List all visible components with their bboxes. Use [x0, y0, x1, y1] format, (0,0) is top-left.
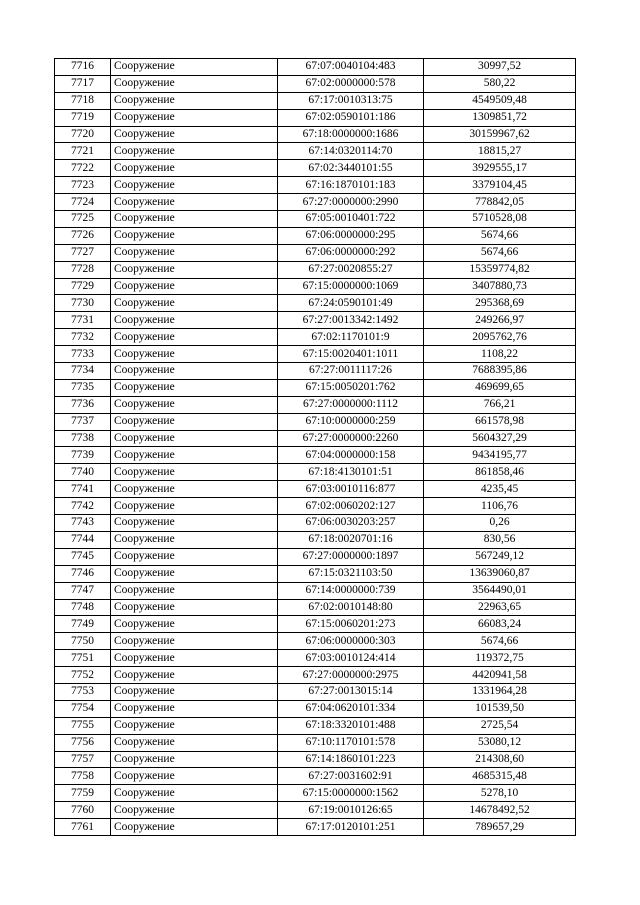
table-row — [55, 819, 576, 836]
cadastral-value-cell: 4685315,48 — [424, 768, 576, 785]
cadastral-value-cell: 789657,29 — [424, 819, 576, 836]
table-row — [55, 211, 576, 228]
row-number-cell: 7751 — [55, 650, 111, 667]
cadastral-number-cell: 67:27:0011117:26 — [278, 363, 424, 380]
cadastral-number-cell: 67:05:0010401:722 — [278, 211, 424, 228]
cadastral-number-cell: 67:15:0321103:50 — [278, 565, 424, 582]
object-type-cell: Сооружение — [111, 194, 278, 211]
table-row — [55, 160, 576, 177]
row-number-cell: 7739 — [55, 447, 111, 464]
cadastral-value-cell: 30997,52 — [424, 59, 576, 76]
row-number-cell: 7722 — [55, 160, 111, 177]
table-row — [55, 109, 576, 126]
cadastral-number-cell: 67:17:0120101:251 — [278, 819, 424, 836]
table-row — [55, 785, 576, 802]
cadastral-value-cell: 766,21 — [424, 396, 576, 413]
cadastral-value-cell: 778842,05 — [424, 194, 576, 211]
cadastral-number-cell: 67:15:0000000:1069 — [278, 278, 424, 295]
row-number-cell: 7745 — [55, 548, 111, 565]
row-number-cell: 7733 — [55, 346, 111, 363]
object-type-cell: Сооружение — [111, 819, 278, 836]
object-type-cell: Сооружение — [111, 481, 278, 498]
object-type-cell: Сооружение — [111, 650, 278, 667]
cadastral-number-cell: 67:10:1170101:578 — [278, 734, 424, 751]
row-number-cell: 7759 — [55, 785, 111, 802]
table-row — [55, 768, 576, 785]
cadastral-number-cell: 67:06:0030203:257 — [278, 515, 424, 532]
object-type-cell: Сооружение — [111, 363, 278, 380]
row-number-cell: 7731 — [55, 312, 111, 329]
cadastral-number-cell: 67:27:0000000:1112 — [278, 396, 424, 413]
table-row — [55, 278, 576, 295]
cadastral-value-cell: 101539,50 — [424, 700, 576, 717]
object-type-cell: Сооружение — [111, 751, 278, 768]
row-number-cell: 7717 — [55, 75, 111, 92]
table-row — [55, 126, 576, 143]
object-type-cell: Сооружение — [111, 413, 278, 430]
cadastral-number-cell: 67:15:0050201:762 — [278, 379, 424, 396]
cadastral-number-cell: 67:27:0020855:27 — [278, 261, 424, 278]
table-row — [55, 143, 576, 160]
row-number-cell: 7729 — [55, 278, 111, 295]
row-number-cell: 7724 — [55, 194, 111, 211]
cadastral-value-cell: 15359774,82 — [424, 261, 576, 278]
cadastral-number-cell: 67:14:1860101:223 — [278, 751, 424, 768]
cadastral-value-cell: 661578,98 — [424, 413, 576, 430]
row-number-cell: 7734 — [55, 363, 111, 380]
cadastral-value-cell: 295368,69 — [424, 295, 576, 312]
table-row — [55, 244, 576, 261]
table-row — [55, 295, 576, 312]
cadastral-value-cell: 66083,24 — [424, 616, 576, 633]
cadastral-value-cell: 580,22 — [424, 75, 576, 92]
registry-table — [54, 58, 576, 836]
cadastral-value-cell: 1309851,72 — [424, 109, 576, 126]
cadastral-value-cell: 4420941,58 — [424, 667, 576, 684]
object-type-cell: Сооружение — [111, 295, 278, 312]
cadastral-number-cell: 67:14:0320114:70 — [278, 143, 424, 160]
row-number-cell: 7744 — [55, 531, 111, 548]
row-number-cell: 7754 — [55, 700, 111, 717]
row-number-cell: 7755 — [55, 717, 111, 734]
table-row — [55, 515, 576, 532]
table-row — [55, 363, 576, 380]
object-type-cell: Сооружение — [111, 683, 278, 700]
row-number-cell: 7741 — [55, 481, 111, 498]
row-number-cell: 7736 — [55, 396, 111, 413]
row-number-cell: 7748 — [55, 599, 111, 616]
cadastral-number-cell: 67:15:0000000:1562 — [278, 785, 424, 802]
cadastral-number-cell: 67:27:0000000:2975 — [278, 667, 424, 684]
row-number-cell: 7760 — [55, 802, 111, 819]
table-row — [55, 683, 576, 700]
object-type-cell: Сооружение — [111, 109, 278, 126]
table-row — [55, 177, 576, 194]
object-type-cell: Сооружение — [111, 278, 278, 295]
row-number-cell: 7718 — [55, 92, 111, 109]
cadastral-number-cell: 67:18:3320101:488 — [278, 717, 424, 734]
cadastral-number-cell: 67:27:0000000:2260 — [278, 430, 424, 447]
table-row — [55, 481, 576, 498]
cadastral-value-cell: 5710528,08 — [424, 211, 576, 228]
cadastral-number-cell: 67:02:0590101:186 — [278, 109, 424, 126]
table-row — [55, 379, 576, 396]
cadastral-number-cell: 67:02:0010148:80 — [278, 599, 424, 616]
cadastral-value-cell: 30159967,62 — [424, 126, 576, 143]
row-number-cell: 7723 — [55, 177, 111, 194]
table-row — [55, 329, 576, 346]
object-type-cell: Сооружение — [111, 785, 278, 802]
table-row — [55, 599, 576, 616]
object-type-cell: Сооружение — [111, 379, 278, 396]
cadastral-number-cell: 67:19:0010126:65 — [278, 802, 424, 819]
row-number-cell: 7746 — [55, 565, 111, 582]
table-row — [55, 464, 576, 481]
table-row — [55, 346, 576, 363]
table-row — [55, 447, 576, 464]
object-type-cell: Сооружение — [111, 143, 278, 160]
cadastral-number-cell: 67:06:0000000:292 — [278, 244, 424, 261]
cadastral-number-cell: 67:15:0020401:1011 — [278, 346, 424, 363]
cadastral-number-cell: 67:18:4130101:51 — [278, 464, 424, 481]
object-type-cell: Сооружение — [111, 329, 278, 346]
object-type-cell: Сооружение — [111, 768, 278, 785]
row-number-cell: 7758 — [55, 768, 111, 785]
table-row — [55, 548, 576, 565]
cadastral-number-cell: 67:02:0060202:127 — [278, 498, 424, 515]
row-number-cell: 7732 — [55, 329, 111, 346]
table-row — [55, 802, 576, 819]
row-number-cell: 7725 — [55, 211, 111, 228]
cadastral-value-cell: 3564490,01 — [424, 582, 576, 599]
row-number-cell: 7735 — [55, 379, 111, 396]
table-row — [55, 531, 576, 548]
object-type-cell: Сооружение — [111, 92, 278, 109]
cadastral-number-cell: 67:18:0000000:1686 — [278, 126, 424, 143]
cadastral-value-cell: 5674,66 — [424, 633, 576, 650]
row-number-cell: 7719 — [55, 109, 111, 126]
object-type-cell: Сооружение — [111, 531, 278, 548]
cadastral-value-cell: 4549509,48 — [424, 92, 576, 109]
object-type-cell: Сооружение — [111, 227, 278, 244]
cadastral-value-cell: 2725,54 — [424, 717, 576, 734]
object-type-cell: Сооружение — [111, 802, 278, 819]
row-number-cell: 7750 — [55, 633, 111, 650]
cadastral-number-cell: 67:27:0000000:2990 — [278, 194, 424, 211]
row-number-cell: 7757 — [55, 751, 111, 768]
cadastral-value-cell: 14678492,52 — [424, 802, 576, 819]
cadastral-value-cell: 3929555,17 — [424, 160, 576, 177]
object-type-cell: Сооружение — [111, 734, 278, 751]
row-number-cell: 7747 — [55, 582, 111, 599]
row-number-cell: 7738 — [55, 430, 111, 447]
row-number-cell: 7743 — [55, 515, 111, 532]
cadastral-number-cell: 67:10:0000000:259 — [278, 413, 424, 430]
cadastral-value-cell: 5278,10 — [424, 785, 576, 802]
cadastral-number-cell: 67:27:0000000:1897 — [278, 548, 424, 565]
object-type-cell: Сооружение — [111, 346, 278, 363]
row-number-cell: 7753 — [55, 683, 111, 700]
object-type-cell: Сооружение — [111, 464, 278, 481]
table-row — [55, 312, 576, 329]
row-number-cell: 7752 — [55, 667, 111, 684]
table-row — [55, 667, 576, 684]
cadastral-number-cell: 67:06:0000000:303 — [278, 633, 424, 650]
cadastral-value-cell: 214308,60 — [424, 751, 576, 768]
cadastral-number-cell: 67:02:3440101:55 — [278, 160, 424, 177]
table-row — [55, 582, 576, 599]
cadastral-number-cell: 67:15:0060201:273 — [278, 616, 424, 633]
object-type-cell: Сооружение — [111, 667, 278, 684]
cadastral-number-cell: 67:04:0000000:158 — [278, 447, 424, 464]
object-type-cell: Сооружение — [111, 261, 278, 278]
object-type-cell: Сооружение — [111, 177, 278, 194]
object-type-cell: Сооружение — [111, 565, 278, 582]
cadastral-value-cell: 1108,22 — [424, 346, 576, 363]
cadastral-value-cell: 119372,75 — [424, 650, 576, 667]
table-row — [55, 430, 576, 447]
cadastral-value-cell: 5674,66 — [424, 227, 576, 244]
cadastral-number-cell: 67:16:1870101:183 — [278, 177, 424, 194]
table-row — [55, 633, 576, 650]
row-number-cell: 7756 — [55, 734, 111, 751]
table-row — [55, 413, 576, 430]
cadastral-number-cell: 67:27:0013015:14 — [278, 683, 424, 700]
object-type-cell: Сооружение — [111, 447, 278, 464]
cadastral-number-cell: 67:06:0000000:295 — [278, 227, 424, 244]
object-type-cell: Сооружение — [111, 126, 278, 143]
table-row — [55, 498, 576, 515]
object-type-cell: Сооружение — [111, 75, 278, 92]
table-row — [55, 616, 576, 633]
object-type-cell: Сооружение — [111, 700, 278, 717]
row-number-cell: 7740 — [55, 464, 111, 481]
object-type-cell: Сооружение — [111, 244, 278, 261]
object-type-cell: Сооружение — [111, 548, 278, 565]
object-type-cell: Сооружение — [111, 498, 278, 515]
row-number-cell: 7728 — [55, 261, 111, 278]
row-number-cell: 7726 — [55, 227, 111, 244]
object-type-cell: Сооружение — [111, 717, 278, 734]
table-row — [55, 59, 576, 76]
table-row — [55, 751, 576, 768]
table-row — [55, 227, 576, 244]
table-row — [55, 565, 576, 582]
cadastral-value-cell: 4235,45 — [424, 481, 576, 498]
object-type-cell: Сооружение — [111, 430, 278, 447]
registry-table-body — [55, 59, 576, 836]
object-type-cell: Сооружение — [111, 312, 278, 329]
object-type-cell: Сооружение — [111, 633, 278, 650]
cadastral-number-cell: 67:04:0620101:334 — [278, 700, 424, 717]
table-row — [55, 734, 576, 751]
object-type-cell: Сооружение — [111, 160, 278, 177]
row-number-cell: 7727 — [55, 244, 111, 261]
cadastral-value-cell: 18815,27 — [424, 143, 576, 160]
cadastral-value-cell: 22963,65 — [424, 599, 576, 616]
cadastral-value-cell: 0,26 — [424, 515, 576, 532]
cadastral-number-cell: 67:03:0010116:877 — [278, 481, 424, 498]
row-number-cell: 7749 — [55, 616, 111, 633]
cadastral-number-cell: 67:24:0590101:49 — [278, 295, 424, 312]
cadastral-value-cell: 13639060,87 — [424, 565, 576, 582]
row-number-cell: 7730 — [55, 295, 111, 312]
table-row — [55, 194, 576, 211]
cadastral-value-cell: 3379104,45 — [424, 177, 576, 194]
cadastral-value-cell: 830,56 — [424, 531, 576, 548]
row-number-cell: 7761 — [55, 819, 111, 836]
cadastral-number-cell: 67:27:0031602:91 — [278, 768, 424, 785]
cadastral-value-cell: 53080,12 — [424, 734, 576, 751]
table-row — [55, 650, 576, 667]
cadastral-value-cell: 1106,76 — [424, 498, 576, 515]
cadastral-value-cell: 9434195,77 — [424, 447, 576, 464]
cadastral-value-cell: 2095762,76 — [424, 329, 576, 346]
table-row — [55, 92, 576, 109]
cadastral-value-cell: 469699,65 — [424, 379, 576, 396]
row-number-cell: 7721 — [55, 143, 111, 160]
cadastral-value-cell: 5604327,29 — [424, 430, 576, 447]
cadastral-number-cell: 67:03:0010124:414 — [278, 650, 424, 667]
object-type-cell: Сооружение — [111, 211, 278, 228]
object-type-cell: Сооружение — [111, 616, 278, 633]
object-type-cell: Сооружение — [111, 396, 278, 413]
cadastral-value-cell: 249266,97 — [424, 312, 576, 329]
object-type-cell: Сооружение — [111, 599, 278, 616]
cadastral-value-cell: 861858,46 — [424, 464, 576, 481]
table-row — [55, 261, 576, 278]
cadastral-number-cell: 67:14:0000000:739 — [278, 582, 424, 599]
cadastral-value-cell: 3407880,73 — [424, 278, 576, 295]
cadastral-number-cell: 67:17:0010313:75 — [278, 92, 424, 109]
cadastral-number-cell: 67:27:0013342:1492 — [278, 312, 424, 329]
table-row — [55, 75, 576, 92]
cadastral-value-cell: 5674,66 — [424, 244, 576, 261]
table-row — [55, 717, 576, 734]
cadastral-number-cell: 67:18:0020701:16 — [278, 531, 424, 548]
object-type-cell: Сооружение — [111, 59, 278, 76]
cadastral-number-cell: 67:02:1170101:9 — [278, 329, 424, 346]
cadastral-value-cell: 7688395,86 — [424, 363, 576, 380]
row-number-cell: 7742 — [55, 498, 111, 515]
object-type-cell: Сооружение — [111, 515, 278, 532]
table-row — [55, 396, 576, 413]
cadastral-value-cell: 567249,12 — [424, 548, 576, 565]
cadastral-number-cell: 67:02:0000000:578 — [278, 75, 424, 92]
row-number-cell: 7737 — [55, 413, 111, 430]
cadastral-value-cell: 1331964,28 — [424, 683, 576, 700]
row-number-cell: 7716 — [55, 59, 111, 76]
cadastral-number-cell: 67:07:0040104:483 — [278, 59, 424, 76]
object-type-cell: Сооружение — [111, 582, 278, 599]
table-row — [55, 700, 576, 717]
row-number-cell: 7720 — [55, 126, 111, 143]
